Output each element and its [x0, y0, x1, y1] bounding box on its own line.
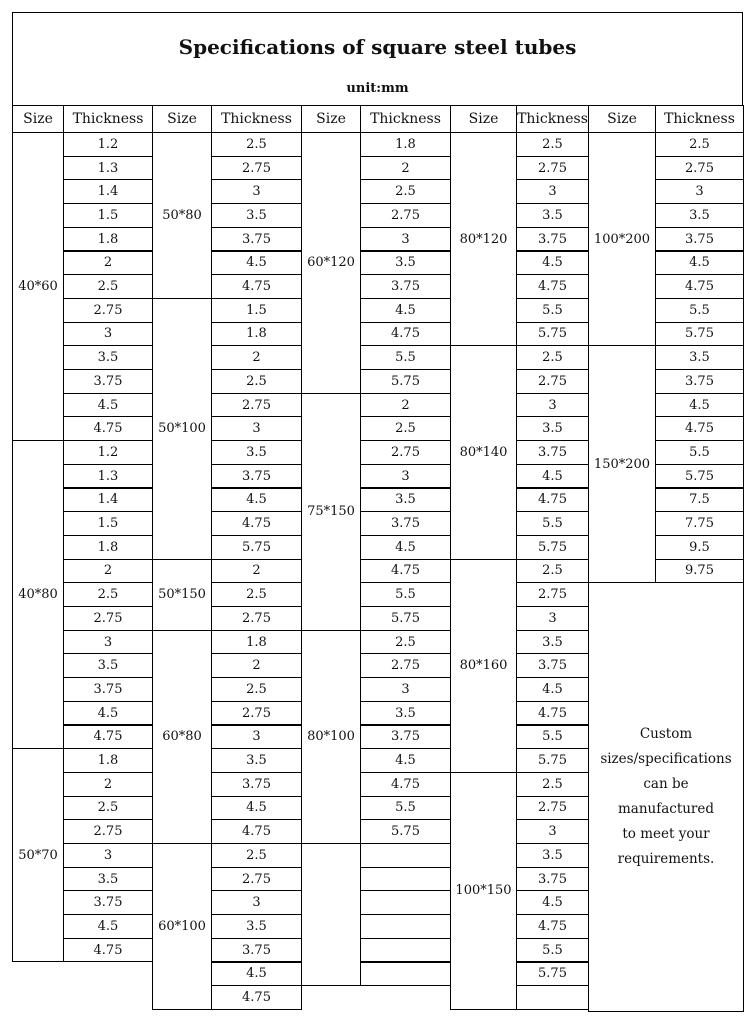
thickness-cell: 4.75 — [63, 938, 153, 963]
thickness-cell: 3.5 — [211, 914, 302, 939]
thickness-cell: 2.75 — [211, 701, 302, 726]
thickness-cell — [360, 938, 451, 963]
thickness-cell: 2 — [63, 772, 153, 797]
thickness-cell: 3.5 — [516, 416, 589, 441]
thickness-cell: 4.75 — [211, 511, 302, 536]
thickness-cell: 2.75 — [655, 156, 744, 181]
thickness-cell: 2.5 — [516, 772, 589, 797]
thickness-cell: 3.5 — [516, 630, 589, 655]
thickness-cell: 3 — [211, 179, 302, 204]
size-cell: 60*80 — [152, 630, 212, 844]
thickness-cell: 5.75 — [516, 962, 589, 987]
thickness-cell: 3 — [360, 227, 451, 252]
thickness-cell: 3 — [655, 179, 744, 204]
thickness-cell: 2.5 — [63, 582, 153, 607]
thickness-cell: 4.75 — [360, 559, 451, 584]
thickness-cell: 2.5 — [516, 132, 589, 157]
thickness-cell: 9.5 — [655, 535, 744, 560]
thickness-cell: 3.75 — [63, 890, 153, 915]
thickness-cell: 1.8 — [63, 227, 153, 252]
thickness-cell: 1.3 — [63, 156, 153, 181]
thickness-cell: 3.75 — [211, 938, 302, 963]
thickness-cell: 2.5 — [211, 677, 302, 702]
thickness-cell: 5.5 — [516, 511, 589, 536]
thickness-cell: 2.75 — [516, 156, 589, 181]
thickness-cell: 5.75 — [655, 464, 744, 489]
thickness-cell: 7.5 — [655, 488, 744, 513]
thickness-cell: 1.3 — [63, 464, 153, 489]
size-header: Size — [450, 105, 517, 133]
size-cell: 50*100 — [152, 298, 212, 560]
thickness-cell: 2.5 — [360, 630, 451, 655]
thickness-cell: 2.75 — [360, 440, 451, 465]
thickness-cell: 4.5 — [360, 298, 451, 323]
size-header: Size — [12, 105, 64, 133]
thickness-cell: 3 — [211, 890, 302, 915]
thickness-cell: 3.75 — [63, 677, 153, 702]
thickness-header: Thickness — [655, 105, 744, 133]
thickness-cell: 3 — [63, 322, 153, 347]
thickness-cell: 2.5 — [360, 179, 451, 204]
thickness-cell: 3.75 — [516, 653, 589, 678]
size-cell: 100*200 — [588, 132, 656, 346]
thickness-cell: 1.8 — [63, 535, 153, 560]
size-cell: 80*100 — [301, 630, 361, 844]
size-cell: 60*120 — [301, 132, 361, 394]
size-cell: 80*120 — [450, 132, 517, 346]
thickness-cell: 2 — [63, 251, 153, 276]
size-cell: 80*140 — [450, 345, 517, 559]
size-header: Size — [301, 105, 361, 133]
thickness-cell: 4.5 — [360, 535, 451, 560]
thickness-cell: 4.5 — [516, 251, 589, 276]
thickness-cell: 4.5 — [360, 748, 451, 773]
thickness-cell: 4.75 — [516, 274, 589, 299]
thickness-cell: 4.75 — [655, 274, 744, 299]
thickness-cell: 5.5 — [516, 298, 589, 323]
thickness-cell: 3.5 — [655, 203, 744, 228]
thickness-cell: 2.75 — [211, 156, 302, 181]
thickness-cell: 3.75 — [211, 464, 302, 489]
thickness-cell: 3.75 — [516, 440, 589, 465]
thickness-cell: 7.75 — [655, 511, 744, 536]
size-cell: 60*100 — [152, 843, 212, 1010]
thickness-cell: 5.75 — [516, 322, 589, 347]
thickness-cell: 2.75 — [211, 867, 302, 892]
thickness-cell: 5.75 — [360, 606, 451, 631]
thickness-cell: 3.5 — [63, 653, 153, 678]
thickness-cell: 5.75 — [211, 535, 302, 560]
size-cell: 40*60 — [12, 132, 64, 441]
thickness-cell: 3.75 — [211, 227, 302, 252]
thickness-cell: 2 — [211, 653, 302, 678]
thickness-cell: 5.75 — [360, 819, 451, 844]
thickness-cell: 5.75 — [360, 369, 451, 394]
thickness-cell: 3 — [516, 606, 589, 631]
thickness-cell: 1.5 — [211, 298, 302, 323]
thickness-cell: 3.5 — [360, 488, 451, 513]
thickness-cell: 4.75 — [63, 725, 153, 750]
thickness-cell: 4.75 — [516, 701, 589, 726]
thickness-cell — [516, 985, 589, 1010]
thickness-cell: 3 — [211, 416, 302, 441]
thickness-cell: 4.75 — [211, 985, 302, 1010]
size-cell: 100*150 — [450, 772, 517, 1010]
note-line: Custom — [639, 726, 693, 743]
thickness-cell: 3.75 — [516, 227, 589, 252]
thickness-cell: 4.5 — [516, 890, 589, 915]
thickness-cell: 2.75 — [360, 653, 451, 678]
thickness-cell: 4.75 — [211, 274, 302, 299]
thickness-cell: 4.75 — [211, 819, 302, 844]
unit-label: unit:mm — [346, 81, 409, 96]
thickness-cell — [360, 867, 451, 892]
thickness-cell: 4.5 — [655, 251, 744, 276]
thickness-cell: 1.5 — [63, 203, 153, 228]
thickness-cell: 5.75 — [516, 535, 589, 560]
thickness-cell: 3.75 — [360, 725, 451, 750]
thickness-cell: 4.75 — [655, 416, 744, 441]
size-cell: 40*80 — [12, 440, 64, 749]
note-line: to meet your — [622, 826, 710, 843]
thickness-cell: 3.5 — [516, 843, 589, 868]
thickness-cell: 1.4 — [63, 179, 153, 204]
thickness-cell: 3.75 — [655, 227, 744, 252]
thickness-cell: 4.5 — [211, 251, 302, 276]
thickness-header: Thickness — [63, 105, 153, 133]
thickness-cell: 5.5 — [655, 298, 744, 323]
size-cell: 50*70 — [12, 748, 64, 962]
thickness-cell: 2.75 — [516, 796, 589, 821]
thickness-cell: 3.75 — [211, 772, 302, 797]
thickness-header: Thickness — [360, 105, 451, 133]
thickness-cell: 3.5 — [63, 345, 153, 370]
thickness-cell: 4.5 — [211, 796, 302, 821]
thickness-cell: 2.75 — [211, 393, 302, 418]
thickness-cell: 2.75 — [63, 819, 153, 844]
thickness-cell: 3 — [516, 393, 589, 418]
thickness-cell: 2.75 — [516, 369, 589, 394]
thickness-cell: 2.5 — [516, 345, 589, 370]
thickness-cell: 4.75 — [360, 322, 451, 347]
thickness-cell: 1.8 — [63, 748, 153, 773]
thickness-cell: 1.8 — [211, 630, 302, 655]
thickness-cell: 4.5 — [211, 962, 302, 987]
thickness-cell: 3.75 — [360, 274, 451, 299]
size-cell: 50*80 — [152, 132, 212, 299]
thickness-cell — [360, 890, 451, 915]
thickness-cell: 2.75 — [516, 582, 589, 607]
size-cell: 75*150 — [301, 393, 361, 631]
table-header-block — [12, 12, 743, 105]
size-header: Size — [152, 105, 212, 133]
thickness-cell: 1.2 — [63, 440, 153, 465]
thickness-cell: 2.5 — [211, 843, 302, 868]
note-line: sizes/specifications — [600, 751, 732, 768]
thickness-cell: 4.5 — [63, 393, 153, 418]
thickness-cell: 2.5 — [211, 582, 302, 607]
thickness-cell: 3 — [63, 630, 153, 655]
thickness-cell: 1.8 — [360, 132, 451, 157]
thickness-cell: 3 — [360, 464, 451, 489]
thickness-cell: 2.75 — [211, 606, 302, 631]
thickness-cell: 5.5 — [516, 938, 589, 963]
thickness-cell: 2.5 — [63, 796, 153, 821]
thickness-cell: 4.5 — [655, 393, 744, 418]
thickness-cell: 3 — [63, 843, 153, 868]
thickness-cell: 5.5 — [360, 582, 451, 607]
size-cell: 80*160 — [450, 559, 517, 773]
thickness-cell: 2.5 — [63, 274, 153, 299]
thickness-cell: 3.5 — [360, 251, 451, 276]
thickness-cell: 4.75 — [516, 488, 589, 513]
thickness-cell: 3 — [516, 179, 589, 204]
thickness-cell: 5.75 — [516, 748, 589, 773]
thickness-cell: 4.5 — [516, 464, 589, 489]
thickness-cell: 4.5 — [63, 701, 153, 726]
thickness-cell: 9.75 — [655, 559, 744, 584]
thickness-cell: 2.75 — [63, 298, 153, 323]
thickness-cell: 5.5 — [655, 440, 744, 465]
thickness-cell: 2.75 — [63, 606, 153, 631]
thickness-cell: 2.5 — [516, 559, 589, 584]
thickness-cell — [360, 843, 451, 868]
thickness-cell: 3.75 — [63, 369, 153, 394]
thickness-header: Thickness — [516, 105, 589, 133]
thickness-cell: 3 — [360, 677, 451, 702]
thickness-cell — [360, 914, 451, 939]
thickness-cell: 4.75 — [63, 416, 153, 441]
thickness-cell: 2.5 — [211, 369, 302, 394]
thickness-cell: 3.5 — [360, 701, 451, 726]
thickness-cell: 3.5 — [63, 867, 153, 892]
thickness-cell: 3.75 — [516, 867, 589, 892]
thickness-cell: 3.75 — [655, 369, 744, 394]
thickness-cell: 4.5 — [63, 914, 153, 939]
thickness-cell: 2.5 — [360, 416, 451, 441]
thickness-cell: 3 — [516, 819, 589, 844]
thickness-cell: 4.75 — [360, 772, 451, 797]
note-line: can be manufactured — [617, 776, 715, 818]
thickness-cell: 5.5 — [360, 345, 451, 370]
thickness-cell: 3 — [211, 725, 302, 750]
thickness-cell: 3.5 — [516, 203, 589, 228]
thickness-cell: 2 — [360, 393, 451, 418]
thickness-cell: 2.75 — [360, 203, 451, 228]
thickness-cell: 2 — [360, 156, 451, 181]
size-cell: 50*150 — [152, 559, 212, 631]
page-title: Specifications of square steel tubes — [178, 35, 577, 59]
thickness-cell: 1.5 — [63, 511, 153, 536]
thickness-header: Thickness — [211, 105, 302, 133]
thickness-cell: 4.5 — [211, 488, 302, 513]
thickness-cell: 3.75 — [360, 511, 451, 536]
thickness-cell: 3.5 — [211, 203, 302, 228]
thickness-cell: 1.8 — [211, 322, 302, 347]
thickness-cell: 5.75 — [655, 322, 744, 347]
thickness-cell: 4.75 — [516, 914, 589, 939]
thickness-cell: 2.5 — [655, 132, 744, 157]
size-cell: 150*200 — [588, 345, 656, 583]
note-line: requirements. — [617, 851, 715, 868]
thickness-cell: 3.5 — [655, 345, 744, 370]
thickness-cell: 2 — [63, 559, 153, 584]
thickness-cell: 2.5 — [211, 132, 302, 157]
size-header: Size — [588, 105, 656, 133]
thickness-cell: 5.5 — [360, 796, 451, 821]
thickness-cell: 5.5 — [516, 725, 589, 750]
thickness-cell: 2 — [211, 559, 302, 584]
thickness-cell: 2 — [211, 345, 302, 370]
thickness-cell: 4.5 — [516, 677, 589, 702]
custom-sizes-note — [588, 582, 744, 1012]
thickness-cell: 3.5 — [211, 440, 302, 465]
thickness-cell: 1.2 — [63, 132, 153, 157]
thickness-cell — [360, 962, 451, 987]
thickness-cell: 3.5 — [211, 748, 302, 773]
thickness-cell: 1.4 — [63, 488, 153, 513]
size-cell — [301, 843, 361, 986]
